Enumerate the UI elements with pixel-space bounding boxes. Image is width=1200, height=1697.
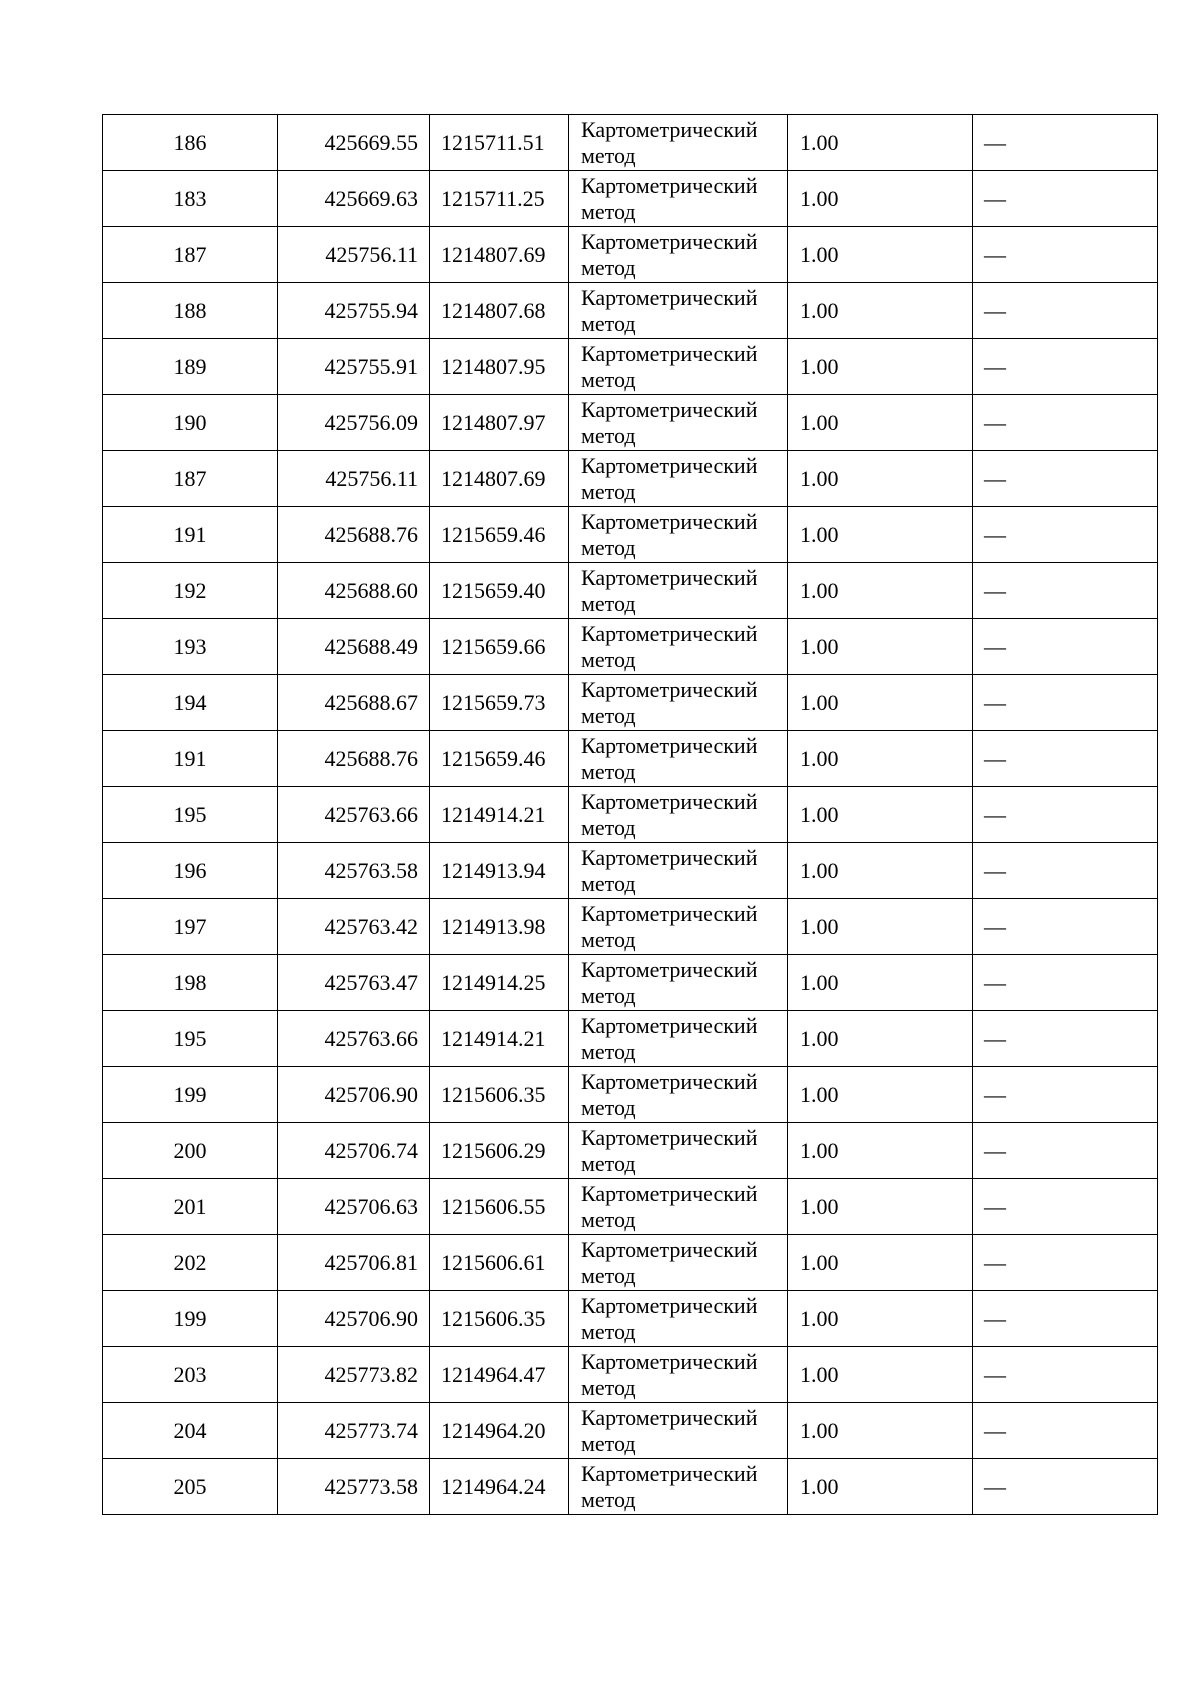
method-cell: Картометрический метод xyxy=(569,1179,788,1235)
y-coordinate-cell: 1215606.61 xyxy=(430,1235,569,1291)
accuracy-cell: 1.00 xyxy=(788,171,973,227)
description-cell: — xyxy=(973,227,1158,283)
table-row xyxy=(103,899,1158,955)
x-coordinate-cell: 425706.81 xyxy=(278,1235,430,1291)
x-coordinate-cell: 425773.58 xyxy=(278,1459,430,1515)
x-coordinate-cell: 425756.11 xyxy=(278,227,430,283)
point-number-cell: 200 xyxy=(103,1123,278,1179)
accuracy-cell: 1.00 xyxy=(788,1291,973,1347)
x-coordinate-cell: 425763.66 xyxy=(278,1011,430,1067)
point-number-cell: 202 xyxy=(103,1235,278,1291)
x-coordinate-cell: 425763.47 xyxy=(278,955,430,1011)
point-number-cell: 197 xyxy=(103,899,278,955)
point-number-cell: 199 xyxy=(103,1291,278,1347)
table-row xyxy=(103,451,1158,507)
point-number-cell: 205 xyxy=(103,1459,278,1515)
x-coordinate-cell: 425706.90 xyxy=(278,1291,430,1347)
accuracy-cell: 1.00 xyxy=(788,115,973,171)
accuracy-cell: 1.00 xyxy=(788,675,973,731)
x-coordinate-cell: 425756.11 xyxy=(278,451,430,507)
x-coordinate-cell: 425706.63 xyxy=(278,1179,430,1235)
method-cell: Картометрический метод xyxy=(569,171,788,227)
y-coordinate-cell: 1214914.25 xyxy=(430,955,569,1011)
x-coordinate-cell: 425706.74 xyxy=(278,1123,430,1179)
description-cell: — xyxy=(973,283,1158,339)
y-coordinate-cell: 1215711.51 xyxy=(430,115,569,171)
point-number-cell: 191 xyxy=(103,731,278,787)
accuracy-cell: 1.00 xyxy=(788,1403,973,1459)
point-number-cell: 198 xyxy=(103,955,278,1011)
x-coordinate-cell: 425669.63 xyxy=(278,171,430,227)
method-cell: Картометрический метод xyxy=(569,283,788,339)
point-number-cell: 189 xyxy=(103,339,278,395)
accuracy-cell: 1.00 xyxy=(788,1347,973,1403)
point-number-cell: 195 xyxy=(103,787,278,843)
accuracy-cell: 1.00 xyxy=(788,451,973,507)
description-cell: — xyxy=(973,1011,1158,1067)
x-coordinate-cell: 425688.67 xyxy=(278,675,430,731)
point-number-cell: 194 xyxy=(103,675,278,731)
description-cell: — xyxy=(973,1235,1158,1291)
x-coordinate-cell: 425706.90 xyxy=(278,1067,430,1123)
accuracy-cell: 1.00 xyxy=(788,395,973,451)
x-coordinate-cell: 425755.94 xyxy=(278,283,430,339)
y-coordinate-cell: 1215659.46 xyxy=(430,731,569,787)
table-row xyxy=(103,507,1158,563)
table-row xyxy=(103,955,1158,1011)
description-cell: — xyxy=(973,395,1158,451)
point-number-cell: 187 xyxy=(103,451,278,507)
point-number-cell: 201 xyxy=(103,1179,278,1235)
method-cell: Картометрический метод xyxy=(569,675,788,731)
y-coordinate-cell: 1215711.25 xyxy=(430,171,569,227)
description-cell: — xyxy=(973,899,1158,955)
table-row xyxy=(103,1347,1158,1403)
description-cell: — xyxy=(973,1459,1158,1515)
method-cell: Картометрический метод xyxy=(569,451,788,507)
method-cell: Картометрический метод xyxy=(569,619,788,675)
table-row xyxy=(103,731,1158,787)
table-row xyxy=(103,1403,1158,1459)
table-row xyxy=(103,1179,1158,1235)
table-row xyxy=(103,1235,1158,1291)
table-row xyxy=(103,675,1158,731)
method-cell: Картометрический метод xyxy=(569,1291,788,1347)
table-row xyxy=(103,843,1158,899)
description-cell: — xyxy=(973,171,1158,227)
table-row xyxy=(103,1291,1158,1347)
description-cell: — xyxy=(973,1347,1158,1403)
table-row xyxy=(103,1067,1158,1123)
table-row xyxy=(103,1123,1158,1179)
accuracy-cell: 1.00 xyxy=(788,843,973,899)
method-cell: Картометрический метод xyxy=(569,1403,788,1459)
table-row xyxy=(103,283,1158,339)
table-row xyxy=(103,619,1158,675)
accuracy-cell: 1.00 xyxy=(788,507,973,563)
point-number-cell: 188 xyxy=(103,283,278,339)
method-cell: Картометрический метод xyxy=(569,843,788,899)
point-number-cell: 191 xyxy=(103,507,278,563)
y-coordinate-cell: 1214807.97 xyxy=(430,395,569,451)
method-cell: Картометрический метод xyxy=(569,1011,788,1067)
y-coordinate-cell: 1214807.69 xyxy=(430,227,569,283)
method-cell: Картометрический метод xyxy=(569,1123,788,1179)
y-coordinate-cell: 1214914.21 xyxy=(430,787,569,843)
accuracy-cell: 1.00 xyxy=(788,563,973,619)
description-cell: — xyxy=(973,451,1158,507)
x-coordinate-cell: 425669.55 xyxy=(278,115,430,171)
description-cell: — xyxy=(973,787,1158,843)
description-cell: — xyxy=(973,1067,1158,1123)
description-cell: — xyxy=(973,675,1158,731)
table-row xyxy=(103,395,1158,451)
table-row xyxy=(103,227,1158,283)
y-coordinate-cell: 1214964.47 xyxy=(430,1347,569,1403)
table-row xyxy=(103,115,1158,171)
accuracy-cell: 1.00 xyxy=(788,619,973,675)
point-number-cell: 183 xyxy=(103,171,278,227)
y-coordinate-cell: 1214807.95 xyxy=(430,339,569,395)
y-coordinate-cell: 1214914.21 xyxy=(430,1011,569,1067)
point-number-cell: 193 xyxy=(103,619,278,675)
point-number-cell: 186 xyxy=(103,115,278,171)
method-cell: Картометрический метод xyxy=(569,1347,788,1403)
x-coordinate-cell: 425688.60 xyxy=(278,563,430,619)
method-cell: Картометрический метод xyxy=(569,1067,788,1123)
accuracy-cell: 1.00 xyxy=(788,731,973,787)
method-cell: Картометрический метод xyxy=(569,1235,788,1291)
y-coordinate-cell: 1215659.66 xyxy=(430,619,569,675)
description-cell: — xyxy=(973,507,1158,563)
description-cell: — xyxy=(973,619,1158,675)
y-coordinate-cell: 1215659.46 xyxy=(430,507,569,563)
table-row xyxy=(103,1459,1158,1515)
x-coordinate-cell: 425756.09 xyxy=(278,395,430,451)
point-number-cell: 203 xyxy=(103,1347,278,1403)
method-cell: Картометрический метод xyxy=(569,563,788,619)
method-cell: Картометрический метод xyxy=(569,339,788,395)
accuracy-cell: 1.00 xyxy=(788,1011,973,1067)
point-number-cell: 187 xyxy=(103,227,278,283)
method-cell: Картометрический метод xyxy=(569,395,788,451)
point-number-cell: 195 xyxy=(103,1011,278,1067)
y-coordinate-cell: 1214913.94 xyxy=(430,843,569,899)
description-cell: — xyxy=(973,115,1158,171)
table-row xyxy=(103,563,1158,619)
x-coordinate-cell: 425763.42 xyxy=(278,899,430,955)
y-coordinate-cell: 1215606.29 xyxy=(430,1123,569,1179)
point-number-cell: 204 xyxy=(103,1403,278,1459)
x-coordinate-cell: 425763.58 xyxy=(278,843,430,899)
table-row xyxy=(103,171,1158,227)
accuracy-cell: 1.00 xyxy=(788,1067,973,1123)
y-coordinate-cell: 1215606.35 xyxy=(430,1291,569,1347)
method-cell: Картометрический метод xyxy=(569,899,788,955)
description-cell: — xyxy=(973,955,1158,1011)
description-cell: — xyxy=(973,731,1158,787)
accuracy-cell: 1.00 xyxy=(788,1235,973,1291)
y-coordinate-cell: 1215606.55 xyxy=(430,1179,569,1235)
y-coordinate-cell: 1215606.35 xyxy=(430,1067,569,1123)
description-cell: — xyxy=(973,1179,1158,1235)
accuracy-cell: 1.00 xyxy=(788,955,973,1011)
table-row xyxy=(103,339,1158,395)
y-coordinate-cell: 1214807.68 xyxy=(430,283,569,339)
table-row xyxy=(103,1011,1158,1067)
point-number-cell: 196 xyxy=(103,843,278,899)
method-cell: Картометрический метод xyxy=(569,227,788,283)
method-cell: Картометрический метод xyxy=(569,955,788,1011)
table-body xyxy=(103,115,1158,1515)
x-coordinate-cell: 425688.76 xyxy=(278,731,430,787)
point-number-cell: 199 xyxy=(103,1067,278,1123)
y-coordinate-cell: 1215659.40 xyxy=(430,563,569,619)
accuracy-cell: 1.00 xyxy=(788,1459,973,1515)
accuracy-cell: 1.00 xyxy=(788,1123,973,1179)
x-coordinate-cell: 425688.49 xyxy=(278,619,430,675)
point-number-cell: 192 xyxy=(103,563,278,619)
coordinates-table xyxy=(102,114,1158,1515)
y-coordinate-cell: 1215659.73 xyxy=(430,675,569,731)
method-cell: Картометрический метод xyxy=(569,507,788,563)
accuracy-cell: 1.00 xyxy=(788,899,973,955)
method-cell: Картометрический метод xyxy=(569,1459,788,1515)
x-coordinate-cell: 425763.66 xyxy=(278,787,430,843)
table-row xyxy=(103,787,1158,843)
accuracy-cell: 1.00 xyxy=(788,787,973,843)
accuracy-cell: 1.00 xyxy=(788,339,973,395)
x-coordinate-cell: 425773.82 xyxy=(278,1347,430,1403)
description-cell: — xyxy=(973,563,1158,619)
y-coordinate-cell: 1214913.98 xyxy=(430,899,569,955)
method-cell: Картометрический метод xyxy=(569,115,788,171)
accuracy-cell: 1.00 xyxy=(788,227,973,283)
description-cell: — xyxy=(973,1291,1158,1347)
accuracy-cell: 1.00 xyxy=(788,283,973,339)
description-cell: — xyxy=(973,843,1158,899)
x-coordinate-cell: 425755.91 xyxy=(278,339,430,395)
y-coordinate-cell: 1214807.69 xyxy=(430,451,569,507)
description-cell: — xyxy=(973,1403,1158,1459)
y-coordinate-cell: 1214964.20 xyxy=(430,1403,569,1459)
x-coordinate-cell: 425773.74 xyxy=(278,1403,430,1459)
point-number-cell: 190 xyxy=(103,395,278,451)
y-coordinate-cell: 1214964.24 xyxy=(430,1459,569,1515)
description-cell: — xyxy=(973,339,1158,395)
method-cell: Картометрический метод xyxy=(569,731,788,787)
accuracy-cell: 1.00 xyxy=(788,1179,973,1235)
method-cell: Картометрический метод xyxy=(569,787,788,843)
x-coordinate-cell: 425688.76 xyxy=(278,507,430,563)
description-cell: — xyxy=(973,1123,1158,1179)
